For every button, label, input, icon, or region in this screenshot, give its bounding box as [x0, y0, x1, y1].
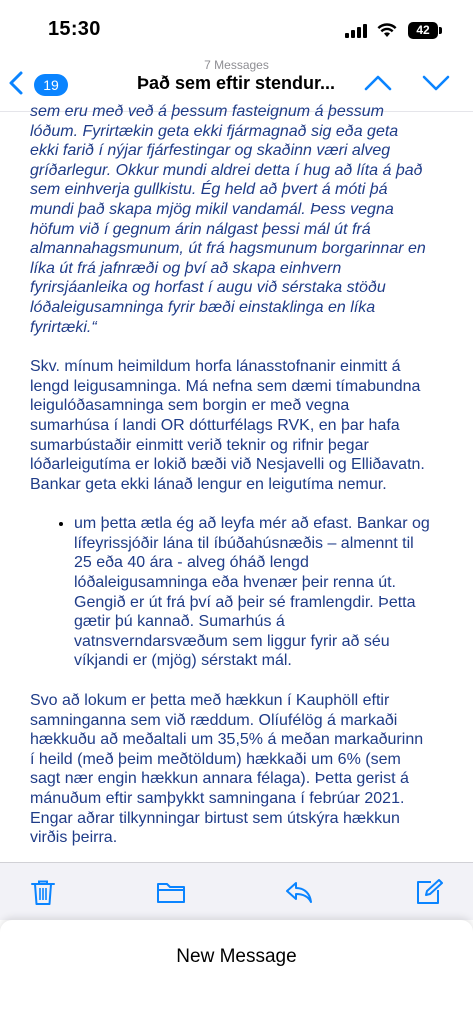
battery-icon: 42 [408, 22, 438, 39]
wifi-icon [377, 22, 397, 38]
unread-badge[interactable]: 19 [34, 74, 68, 96]
status-bar [0, 0, 473, 56]
compose-icon[interactable] [414, 878, 444, 906]
quoted-text: sem eru með veð á þessum fasteignum á þessum lóðum. Fyrirtækin geta ekki fjármagnað sig eða geta ekki farið í nýjar fjárfestingar og skaðinn væri alveg gríðarlegur. Okkur mundi aldrei detta í hug að líta á það sem einhverja gullkistu. Ég held að þvert á móti þá mundi það skapa mjög mikil vandamál. Þess vegna höfum við í gegnum árin nálgast þessi mál út frá almannahagsmunum, út frá hagsmunum borgarinnar en líka út frá jafnræði og því að skapa einhvern fyrirsjáanleika og horfast í augu við sérstaka stöðu lóðaleigusamninga fyrir bæði einstaklinga en líka fyrirtæki.“ [30, 103, 426, 336]
email-body[interactable] [0, 103, 473, 862]
thread-title: Það sem eftir stendur... [136, 73, 336, 93]
chevron-down-icon[interactable] [420, 70, 452, 96]
cellular-signal-icon [345, 24, 367, 38]
new-message-sheet[interactable] [0, 920, 473, 1024]
reply-icon[interactable] [284, 878, 314, 906]
message-count: 7 Messages [204, 58, 269, 72]
bottom-toolbar [0, 862, 473, 920]
back-chevron-icon[interactable] [6, 70, 28, 96]
status-time: 15:30 [48, 18, 101, 40]
battery-tip [439, 27, 442, 34]
folder-icon[interactable] [156, 878, 186, 906]
trash-icon[interactable] [28, 878, 58, 906]
chevron-up-icon[interactable] [362, 70, 394, 96]
new-message-label[interactable]: New Message [176, 946, 297, 967]
paragraph-2: Svo að lokum er þetta með hækkun í Kauphöll eftir samninganna sem við ræddum. Olíufélög á markaði hækkuðu að meðaltali um 35,5% á meðan markaðurinn í heild (með þeim meðtöldum) hækkaði um 6% (sem sagt nær engin hækkun annara félaga). Þetta gerist á mánuðum eftir samþykkt samningana í febrúar 2021. Engar aðrar tilkynningar birtust sem útskýra hækkun virðis þeirra. [30, 692, 424, 847]
paragraph-1: Skv. mínum heimildum horfa lánasstofnanir einmitt á lengd leigusamninga. Má nefna sem dæmi tímabundna leigulóðasamninga sem borgin er með vegna sumarhúsa í landi OR dótturfélags RVK, en þar hafa sumarbústaðir einmitt verið teknir og rifnir þegar lóðarleigutíma er lokið bæði við Nesjavelli og Elliðavatn. Bankar geta ekki lánað lengur en leigutíma nemur. [30, 358, 425, 493]
list-item [74, 514, 430, 671]
bullet-text: um þetta ætla ég að leyfa mér að efast. Bankar og lífeyrissjóðir lána til íbúðahúsnæðis – almennt til 25 eða 40 ára - alveg óháð lengd lóðaleigusamninga eða hvenær þeir renna út. Gengið er út frá því að þeir sé framlengdir. Þetta gætir þú kannað. Sumarhús á vatnsverndarsvæðum sem liggur fyrir að séu víkjandi er (mjög) sérstakt mál. [74, 515, 430, 670]
bullet-list [58, 514, 430, 671]
